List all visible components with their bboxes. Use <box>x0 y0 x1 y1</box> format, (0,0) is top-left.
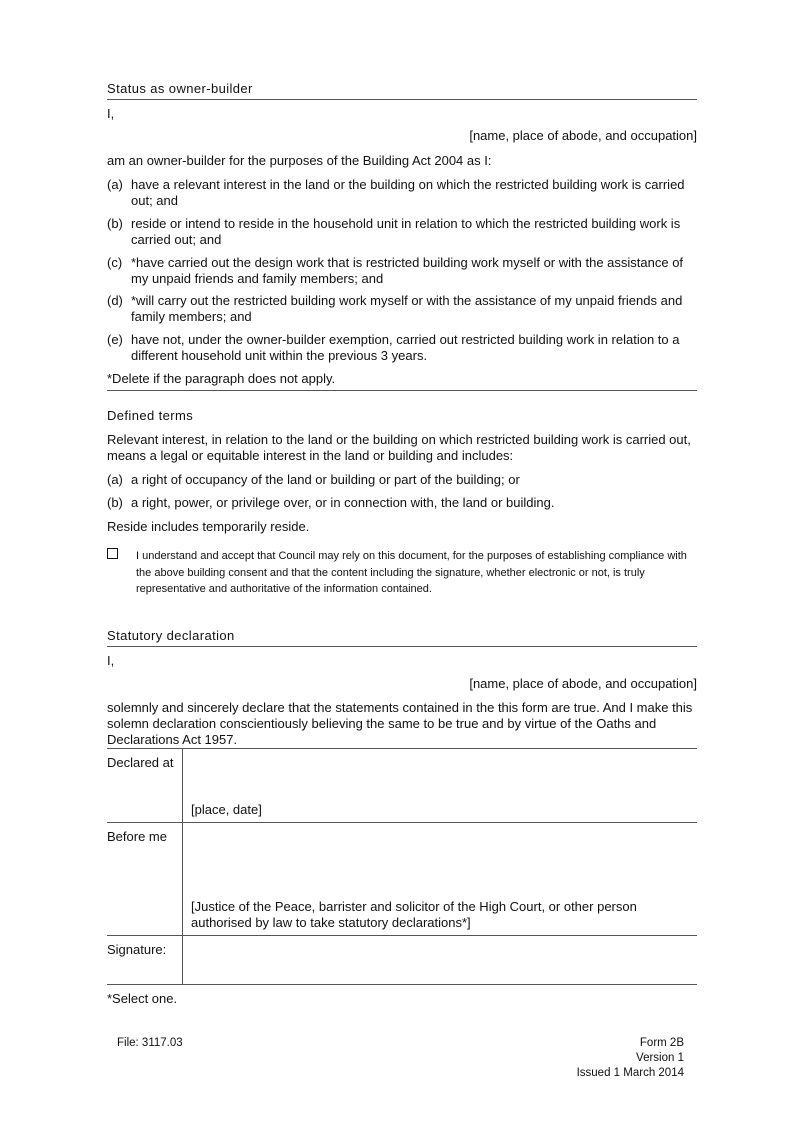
before-me-field[interactable] <box>183 822 698 935</box>
statutory-declaration-text: solemnly and sincerely declare that the statements contained in the this form are true. And I make this solemn declaration conscientiously believing the same to be true and by virtue of the Oaths and Declarations Act 1957. <box>107 700 693 747</box>
statutory-name-hint: [name, place of abode, and occupation] <box>469 676 697 691</box>
owner-builder-i-label: I, <box>107 106 115 121</box>
owner-builder-item-c: (c) *have carried out the design work that is restricted building work myself or with the assistance of my unpaid friends and family members; and <box>107 255 684 286</box>
owner-builder-intro: am an owner-builder for the purposes of the Building Act 2004 as I: <box>107 153 492 168</box>
owner-builder-item-d: (d) *will carry out the restricted building work myself or with the assistance of my unpaid friends and family members; and <box>107 293 683 324</box>
footer-file: File: 3117.03 <box>117 1037 183 1049</box>
acknowledgement-row <box>107 548 697 598</box>
declared-at-hint: [place, date] <box>191 802 262 817</box>
declared-at-field[interactable] <box>183 749 698 822</box>
statutory-heading: Statutory declaration <box>107 628 697 647</box>
declared-at-label: Declared at <box>107 749 183 822</box>
footer-form: Form 2B <box>639 1037 684 1049</box>
signature-label: Signature: <box>107 935 183 984</box>
statutory-i-label: I, <box>107 653 115 668</box>
footer-issued: Issued 1 March 2014 <box>576 1067 684 1079</box>
before-me-row <box>107 822 697 935</box>
owner-builder-name-hint: [name, place of abode, and occupation] <box>469 128 697 143</box>
statutory-note: *Select one. <box>107 991 178 1006</box>
acknowledgement-text: I understand and accept that Council may rely on this document, for the purposes of establishing compliance with the above building consent and that the content including the signature, whether electronic or not, is truly representative and authoritative of the information contained. <box>136 550 687 595</box>
declared-at-row <box>107 749 697 822</box>
signature-row <box>107 935 697 984</box>
declaration-table <box>107 749 697 985</box>
section-divider <box>107 390 697 391</box>
signature-field[interactable] <box>183 935 698 984</box>
before-me-hint: [Justice of the Peace, barrister and solicitor of the High Court, or other person authorised by law to take statutory declarations*] <box>191 898 637 930</box>
defined-terms-item-b: (b) a right, power, or privilege over, or in connection with, the land or building. <box>107 495 555 510</box>
before-me-label: Before me <box>107 822 183 935</box>
owner-builder-item-a: (a) have a relevant interest in the land or the building on which the restricted building work is carried out; and <box>107 177 685 208</box>
footer-version: Version 1 <box>636 1052 684 1064</box>
owner-builder-note: *Delete if the paragraph does not apply. <box>107 371 336 386</box>
owner-builder-heading: Status as owner-builder <box>107 81 697 100</box>
owner-builder-item-e: (e) have not, under the owner-builder exemption, carried out restricted building work in relation to a different household unit within the previous 3 years. <box>107 332 680 363</box>
relevant-interest-definition: Relevant interest, in relation to the land or the building on which restricted building work is carried out, means a legal or equitable interest in the land or building and includes: <box>107 432 691 463</box>
defined-terms-heading: Defined terms <box>107 408 194 423</box>
footer-meta <box>577 1036 684 1081</box>
owner-builder-item-b: (b) reside or intend to reside in the household unit in relation to which the restricted building work is carried out; and <box>107 216 681 247</box>
acknowledgement-checkbox[interactable] <box>107 548 118 559</box>
reside-definition: Reside includes temporarily reside. <box>107 519 310 534</box>
defined-terms-item-a: (a) a right of occupancy of the land or building or part of the building; or <box>107 472 520 487</box>
